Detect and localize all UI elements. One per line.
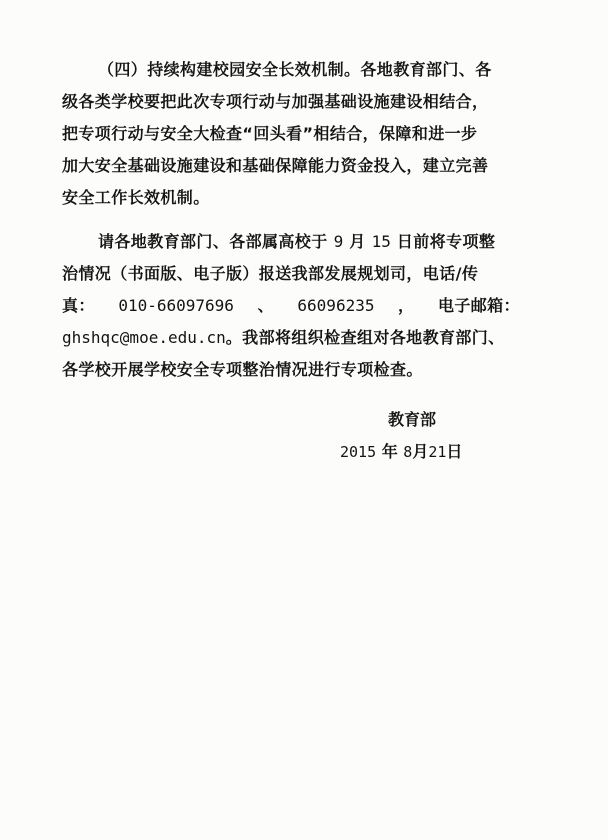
inspection-notice: 。我部将组织检查组对各地教育部门、 (225, 328, 505, 347)
phone-separator: 、 (257, 296, 274, 315)
issue-year-unit: 年 (381, 442, 398, 461)
paragraph-five-line-5: 各学校开展学校安全专项整治情况进行专项检查。 (62, 360, 423, 379)
paragraph-four-line-3: 把专项行动与安全大检查“回头看”相结合，保障和进一步 (62, 124, 478, 143)
issue-month: 8 (403, 443, 413, 461)
deadline-suffix: 日前将专项整 (396, 232, 496, 251)
paragraph-four-line-1: （四）持续构建校园安全长效机制。各地教育部门、各 (98, 60, 492, 79)
paragraph-five-line-3 (62, 296, 520, 316)
submission-intro: 请各地教育部门、各部属高校于 (98, 232, 328, 251)
issue-day: 21 (428, 443, 447, 461)
issuing-organization: 教育部 (388, 410, 437, 429)
email-address: ghshqc@moe.edu.cn (62, 328, 226, 347)
issue-date (340, 442, 462, 462)
deadline-month-unit: 月 (349, 232, 366, 251)
email-label: 电子邮箱： (437, 296, 520, 315)
paragraph-four-line-5: 安全工作长效机制。 (62, 188, 210, 207)
fax-label: 真： (62, 296, 95, 315)
paragraph-five-line-4 (62, 328, 505, 348)
deadline-month: 9 (333, 232, 344, 251)
issue-year: 2015 (340, 443, 377, 461)
paragraph-five-line-1 (98, 232, 495, 252)
issue-day-unit: 日 (446, 442, 463, 461)
paragraph-four-line-4: 加大安全基础设施建设和基础保障能力资金投入，建立完善 (62, 156, 489, 175)
phone-number-2: 66096235 (297, 296, 375, 315)
phone-separator-2: ， (398, 296, 415, 315)
paragraph-four-line-2: 级各类学校要把此次专项行动与加强基础设施建设相结合， (62, 92, 489, 111)
deadline-day: 15 (371, 232, 391, 251)
paragraph-five-line-2: 治情况（书面版、电子版）报送我部发展规划司，电话/传 (62, 264, 479, 283)
phone-number-1: 010-66097696 (118, 296, 234, 315)
issue-month-unit: 月 (412, 442, 429, 461)
